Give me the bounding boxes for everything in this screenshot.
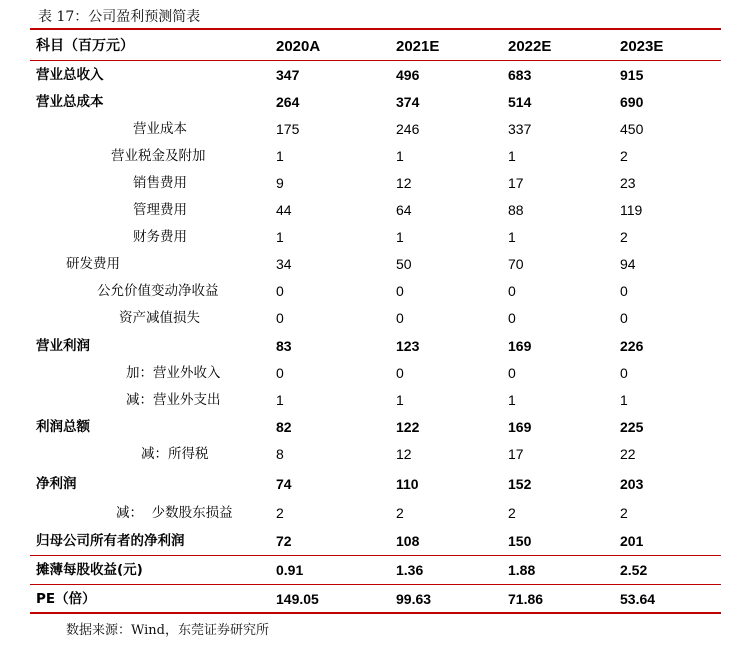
header-label: 科目（百万元） <box>36 38 134 54</box>
value-2020a: 34 <box>276 256 292 272</box>
row-label: 研发费用 <box>66 256 120 272</box>
value-2021e: 1 <box>396 229 404 245</box>
value-2021e: 108 <box>396 533 420 549</box>
row-label: 营业利润 <box>36 338 90 354</box>
table-row <box>30 224 721 251</box>
value-2020a: 0 <box>276 310 284 326</box>
value-2021e: 246 <box>396 121 420 137</box>
value-2021e: 1.36 <box>396 562 424 578</box>
value-2023e: 22 <box>620 446 636 462</box>
value-2023e: 1 <box>620 392 628 408</box>
value-2020a: 1 <box>276 148 284 164</box>
pe-top-rule <box>30 584 721 585</box>
value-2023e: 119 <box>620 202 643 218</box>
table-row <box>30 441 721 468</box>
value-2023e: 53.64 <box>620 591 656 607</box>
row-label: 资产减值损失 <box>119 310 200 326</box>
value-2022e: 683 <box>508 67 532 83</box>
row-label: 财务费用 <box>133 229 187 245</box>
table-row <box>30 557 721 584</box>
row-label: 营业成本 <box>133 121 187 137</box>
value-2021e: 110 <box>396 476 419 492</box>
row-label: 营业总成本 <box>36 94 104 110</box>
value-2020a: 1 <box>276 392 284 408</box>
value-2023e: 226 <box>620 338 644 354</box>
value-2023e: 2.52 <box>620 562 648 578</box>
table-row <box>30 360 721 387</box>
table-row <box>30 333 721 360</box>
table-row <box>30 500 721 527</box>
table-row <box>30 143 721 170</box>
value-2022e: 70 <box>508 256 524 272</box>
value-2020a: 72 <box>276 533 292 549</box>
table-row <box>30 305 721 332</box>
value-2022e: 88 <box>508 202 524 218</box>
value-2022e: 1 <box>508 392 516 408</box>
row-label: 减：所得税 <box>141 446 209 462</box>
value-2023e: 201 <box>620 533 644 549</box>
value-2020a: 2 <box>276 505 284 521</box>
table-row <box>30 528 721 555</box>
value-2021e: 123 <box>396 338 420 354</box>
value-2021e: 0 <box>396 310 404 326</box>
value-2020a: 0 <box>276 365 284 381</box>
value-2020a: 0 <box>276 283 284 299</box>
table-row <box>30 387 721 414</box>
top-rule <box>30 28 721 30</box>
row-label: 归母公司所有者的净利润 <box>36 533 185 549</box>
value-2020a: 0.91 <box>276 562 304 578</box>
value-2020a: 264 <box>276 94 300 110</box>
header-year-2021e: 2021E <box>396 38 440 55</box>
row-label: 公允价值变动净收益 <box>97 283 219 299</box>
value-2022e: 169 <box>508 338 532 354</box>
table-row <box>30 278 721 305</box>
table-row <box>30 414 721 441</box>
value-2021e: 12 <box>396 446 412 462</box>
row-label: 加：营业外收入 <box>126 365 221 381</box>
value-2021e: 1 <box>396 148 404 164</box>
value-2023e: 690 <box>620 94 644 110</box>
table-caption: 表 17：公司盈利预测简表 <box>38 9 201 25</box>
row-label: PE（倍） <box>36 591 96 607</box>
value-2023e: 94 <box>620 256 636 272</box>
eps-top-rule <box>30 555 721 556</box>
header-year-2023e: 2023E <box>620 38 664 55</box>
row-label: 减： 少数股东损益 <box>116 505 233 521</box>
value-2020a: 175 <box>276 121 300 137</box>
value-2020a: 82 <box>276 419 292 435</box>
value-2021e: 122 <box>396 419 420 435</box>
value-2022e: 0 <box>508 310 516 326</box>
value-2023e: 915 <box>620 67 644 83</box>
table-row <box>30 586 721 613</box>
row-label: 营业总收入 <box>36 67 104 83</box>
value-2021e: 99.63 <box>396 591 432 607</box>
table-row <box>30 116 721 143</box>
value-2023e: 2 <box>620 229 628 245</box>
value-2021e: 50 <box>396 256 412 272</box>
table-row <box>30 251 721 278</box>
value-2021e: 2 <box>396 505 404 521</box>
value-2021e: 12 <box>396 175 412 191</box>
value-2022e: 0 <box>508 365 516 381</box>
value-2020a: 347 <box>276 67 300 83</box>
value-2023e: 0 <box>620 283 628 299</box>
value-2023e: 2 <box>620 505 628 521</box>
value-2020a: 74 <box>276 476 292 492</box>
table-row <box>30 471 721 498</box>
value-2022e: 169 <box>508 419 532 435</box>
row-label: 净利润 <box>36 476 77 492</box>
value-2021e: 0 <box>396 365 404 381</box>
value-2022e: 337 <box>508 121 532 137</box>
value-2023e: 23 <box>620 175 636 191</box>
value-2023e: 2 <box>620 148 628 164</box>
row-label: 管理费用 <box>133 202 187 218</box>
value-2022e: 1 <box>508 229 516 245</box>
value-2022e: 1 <box>508 148 516 164</box>
source-note: 数据来源：Wind，东莞证券研究所 <box>66 623 269 638</box>
header-year-2020a: 2020A <box>276 38 321 55</box>
value-2023e: 225 <box>620 419 644 435</box>
value-2022e: 1.88 <box>508 562 536 578</box>
table-row <box>30 89 721 116</box>
row-label: 摊薄每股收益(元) <box>36 562 143 578</box>
bottom-rule <box>30 612 721 614</box>
table-header-row <box>30 33 721 60</box>
table-row <box>30 62 721 89</box>
value-2021e: 496 <box>396 67 420 83</box>
value-2023e: 203 <box>620 476 644 492</box>
value-2022e: 150 <box>508 533 532 549</box>
row-label: 减：营业外支出 <box>126 392 221 408</box>
value-2023e: 450 <box>620 121 644 137</box>
value-2022e: 0 <box>508 283 516 299</box>
value-2020a: 1 <box>276 229 284 245</box>
value-2020a: 149.05 <box>276 591 319 607</box>
header-year-2022e: 2022E <box>508 38 552 55</box>
row-label: 营业税金及附加 <box>111 148 206 164</box>
header-rule <box>30 60 721 61</box>
value-2020a: 83 <box>276 338 292 354</box>
row-label: 销售费用 <box>133 175 187 191</box>
value-2020a: 9 <box>276 175 284 191</box>
table-row <box>30 170 721 197</box>
table-row <box>30 197 721 224</box>
value-2023e: 0 <box>620 365 628 381</box>
row-label: 利润总额 <box>36 419 90 435</box>
value-2022e: 2 <box>508 505 516 521</box>
value-2021e: 1 <box>396 392 404 408</box>
value-2022e: 71.86 <box>508 591 544 607</box>
value-2021e: 0 <box>396 283 404 299</box>
value-2022e: 514 <box>508 94 532 110</box>
value-2020a: 8 <box>276 446 284 462</box>
value-2022e: 17 <box>508 175 524 191</box>
value-2021e: 374 <box>396 94 420 110</box>
value-2022e: 17 <box>508 446 524 462</box>
value-2020a: 44 <box>276 202 292 218</box>
value-2022e: 152 <box>508 476 532 492</box>
value-2023e: 0 <box>620 310 628 326</box>
value-2021e: 64 <box>396 202 412 218</box>
